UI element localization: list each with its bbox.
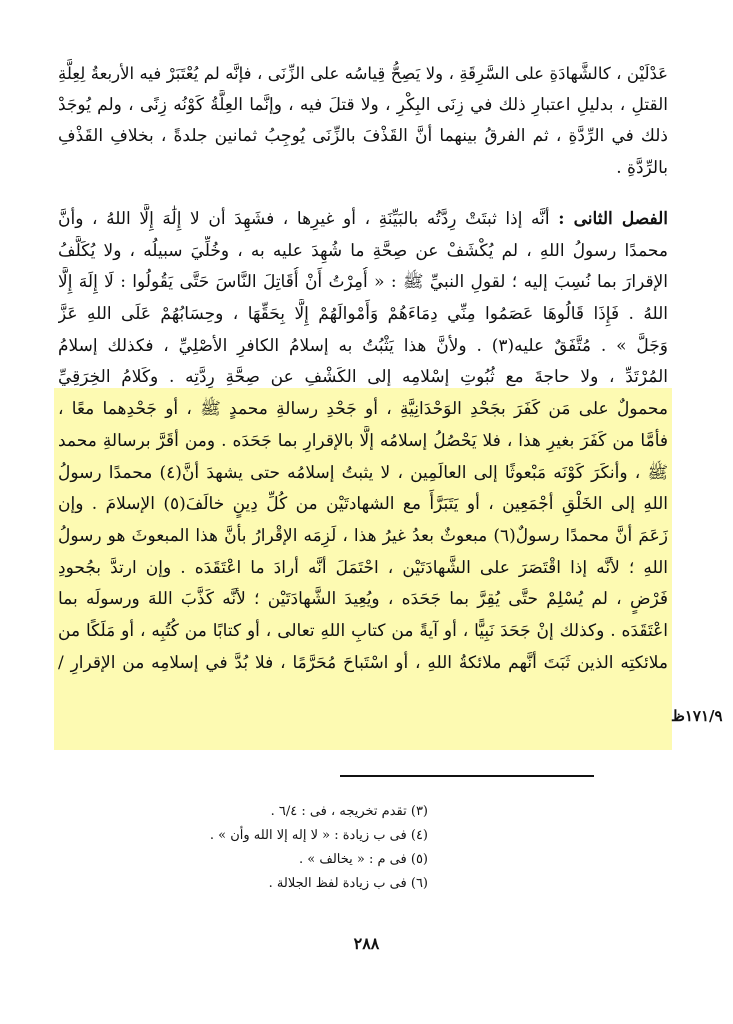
paragraph-2-line: محمدًا رسولُ اللهِ ، لم يُكْشَفْ عن صِحَّةِ ما شُهِدَ عليه به ، وخُلِّيَ سبيلُه ، ولا يُكَلَّفُ	[58, 240, 668, 261]
paragraph-2-line: وَجَلَّ » . مُتَّفَقٌ عليه(٣) . ولأنَّ هذا يَثْبُتُ به إسلامُ الكافرِ الأصْلِيِّ ، فكذلك إسلامُ	[58, 335, 668, 356]
footnote: (٦) فى ب زيادة لفظ الجلالة .	[268, 876, 428, 891]
footnote: (٣) تقدم تخريجه ، فى : ٦/٤ .	[270, 804, 428, 819]
paragraph-2-line: الإقرارَ بما نُسِبَ إليه ؛ لقولِ النبيِّ ﷺ : « أُمِرْتُ أَنْ أُقَاتِلَ النَّاسَ حَتَّى يَقُولُوا : لَا إِلَهَ إِلَّا	[58, 272, 668, 293]
paragraph-2	[58, 204, 668, 679]
paragraph-2-line: اعْتَقَدَه . وكذلك إنْ جَحَدَ نَبِيًّا ، أو آيةً من كتابِ اللهِ تعالى ، أو كتابًا من كُتُبِه ، أو مَلَكًا من	[58, 620, 668, 641]
paragraph-2-line: المُرْتَدِّ ، ولا حاجةَ مع ثُبُوتِ إسْلامِه إلى الكَشْفِ عن صِحَّةِ رِدَّتِه . وكَلامُ الخِرَقِيِّ	[58, 367, 668, 388]
paragraph-2-line: ﷺ ، وأنكَرَ كَوْنَه مَبْعوثًا إلى العالَمِين ، لا يثبتُ إسلامُه حتى يشهدَ أنَّ(٤) محمدًا رسولُ	[58, 462, 668, 483]
paragraph-2-first-line	[58, 204, 668, 236]
paragraph-2-line: اللهِ إلى الخَلْقِ أجْمَعِين ، أو يَتَبَرَّأَ مع الشهادتَيْن من كُلِّ دِينٍ خالَفَ(٥) الإسلامَ . وإن	[58, 494, 668, 515]
paragraph-2-line: زَعَمَ أنَّ محمدًا رسولٌ(٦) مبعوثٌ بعدُ غيرُ هذا ، لَزِمَه الإقْرارُ بأنَّ هذا المبعوثَ هو رسولُ	[58, 525, 668, 546]
paragraph-2-line: فأمَّا من كَفَرَ بغيرِ هذا ، فلا يَحْصُلُ إسلامُه إلَّا بالإقرارِ بما جَحَدَه . ومن أقَرَّ برسالةِ محمد	[58, 430, 668, 451]
footnote: (٥) فى م : « يخالف » .	[299, 852, 428, 867]
paragraph-2-line: أنَّه إذا ثبتَتْ رِدَّتُه بالبَيِّنَةِ ، أو غيرِها ، فشَهِدَ أن لا إِلَٰهَ إِلَّا اللهُ ، وأنَّ	[58, 209, 550, 229]
paragraph-2-line: ملائكتِه الذين ثَبَتَ أنَّهم ملائكةُ اللهِ ، أو اسْتَباحَ مُحَرَّمًا ، فلا بُدَّ في إسلامِه من الإقرارِ /	[58, 652, 668, 673]
paragraph-1	[58, 58, 668, 185]
margin-reference: ١٧١/٩ظ	[671, 707, 723, 725]
paragraph-2-line: اللهُ . فَإِذَا قَالُوهَا عَصَمُوا مِنِّي دِمَاءَهُمْ وَأَمْوالَهُمْ إِلَّا بِحَقِّهَا ، وحِسَابُهُمْ عَلَى اللهِ عَزَّ	[58, 304, 668, 325]
paragraph-2-line: فَرْضٍ ، لم يُسْلِمْ حتَّى يُقِرَّ بما جَحَدَه ، ويُعِيدَ الشَّهادَتَيْن ؛ لأنَّه كَذَّبَ اللهَ ورسولَه بما	[58, 589, 668, 610]
paragraph-1-line: القتلِ ، بدليلِ اعتبارِ ذلك في زِنَى البِكْرِ ، ولا قتلَ فيه ، وإنَّما العِلَّةُ كَوْنُه زِنًى ، ولم يُوجَدْ	[58, 94, 668, 115]
paragraph-1-line: ذلك في الرِّدَّةِ ، ثم الفرقُ بينهما أنَّ القَذْفَ بالزِّنَى يُوجِبُ ثمانين جلدةً ، بخلافِ القَذْفِ	[58, 126, 668, 147]
footnote: (٤) فى ب زيادة : « لا إله إلا الله وأن » .	[209, 828, 428, 843]
paragraph-1-line: عَدْلَيْن ، كالشَّهادَةِ على السَّرِقَةِ ، ولا يَصِحُّ قِياسُه على الزِّنَى ، فإنَّه لم يُعْتَبَرْ فيه الأربعةُ لِعِلَّةِ	[58, 64, 668, 83]
page-number: ٢٨٨	[353, 934, 380, 953]
paragraph-2-line: محمولٌ على مَن كَفَرَ بجَحْدِ الوَحْدَانِيَّةِ ، أو جَحْدِ رسالةِ محمدٍ ﷺ ، أو جَحْدِهما معًا ،	[58, 399, 668, 420]
paragraph-1-line: بالرِّدَّةِ .	[616, 158, 668, 179]
footnotes	[128, 800, 428, 896]
footnote-divider	[340, 775, 594, 777]
paragraph-2-line: اللهِ ؛ لأنَّه إذا اقْتَصَرَ على الشَّهادَتَيْن ، احْتَمَلَ أنَّه أرادَ ما اعْتَقَدَه . وإن ارتدَّ بجُحودِ	[58, 557, 668, 578]
section-heading: الفصل الثانى :	[558, 209, 668, 229]
